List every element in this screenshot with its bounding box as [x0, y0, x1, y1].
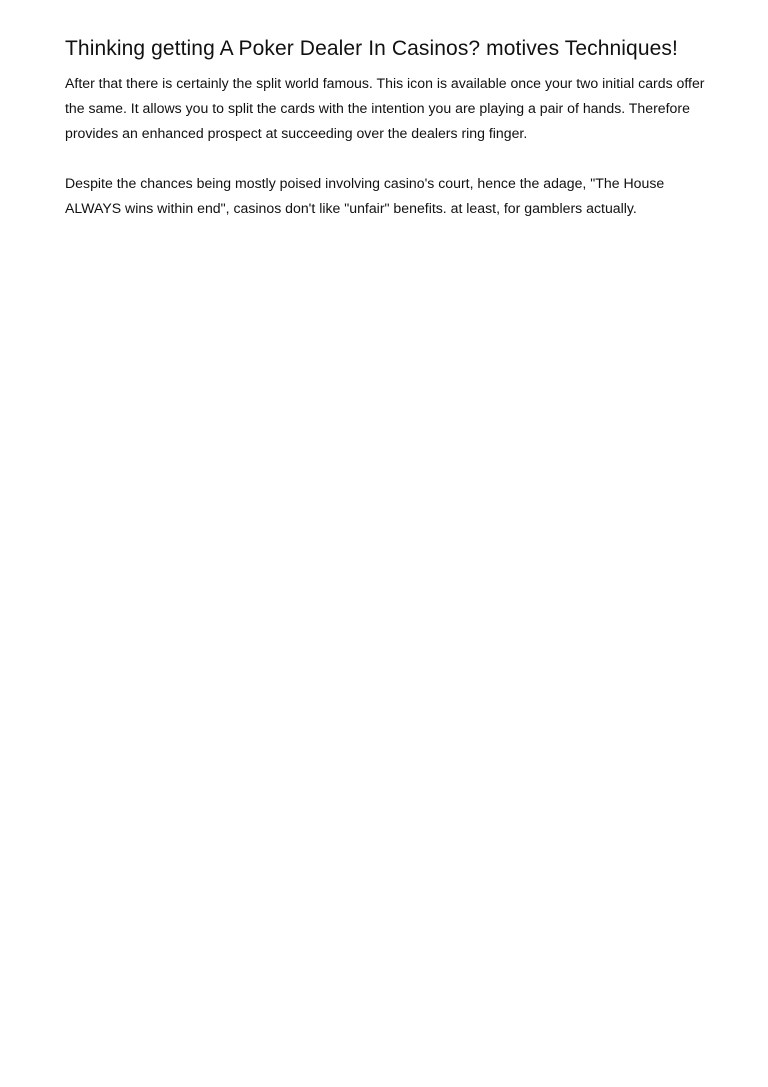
paragraph: Despite the chances being mostly poised involving casino's court, hence the adage, "The House ALWAYS wins within end", casinos don't like "unfair" benefits. at least, for gamblers actually. [65, 175, 665, 216]
paragraph: After that there is certainly the split world famous. This icon is available once your two initial cards offer the same. It allows you to split the cards with the intention you are playing a pair of hands. Therefore provides an enhanced prospect at succeeding over the dealers ring finger. [65, 75, 705, 141]
document-title: Thinking getting A Poker Dealer In Casinos? motives Techniques! [65, 37, 678, 60]
document-body [65, 37, 715, 221]
